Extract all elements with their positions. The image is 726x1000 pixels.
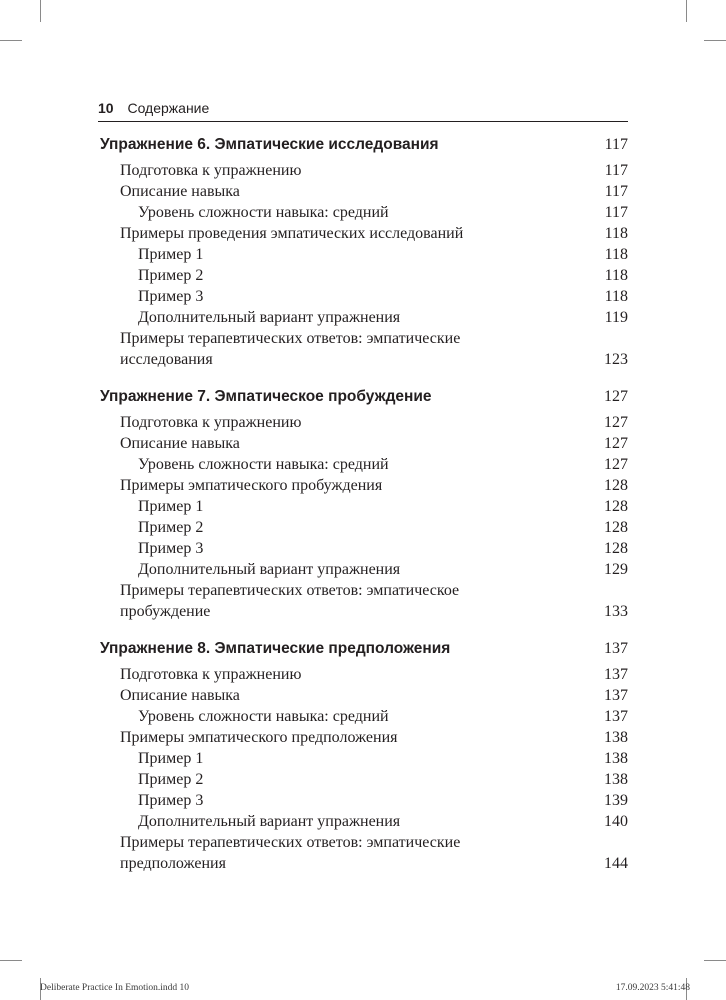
entry-title: Примеры терапевтических ответов: эмпатическое пробуждение	[120, 582, 460, 620]
entry-page-number: 127	[604, 435, 628, 452]
toc-entry[interactable]	[100, 832, 628, 874]
entry-page-number: 117	[604, 162, 628, 179]
entry-title: Примеры терапевтических ответов: эмпатические предположения	[120, 834, 461, 872]
toc-entry[interactable]	[100, 475, 628, 496]
toc-entry[interactable]	[100, 244, 628, 265]
entry-title: Уровень сложности навыка: средний	[138, 708, 389, 725]
entry-page-number: 137	[604, 666, 628, 683]
toc-entry[interactable]	[100, 265, 628, 286]
entry-page-number: 118	[604, 267, 628, 284]
toc-entry[interactable]	[100, 328, 628, 370]
entry-title: Примеры терапевтических ответов: эмпатические исследования	[120, 330, 461, 368]
entry-page-number: 138	[604, 750, 628, 767]
toc-chapter-entry[interactable]	[100, 638, 628, 660]
table-of-contents	[100, 134, 628, 890]
entry-page-number: 117	[604, 183, 628, 200]
entry-title: Пример 1	[138, 750, 204, 767]
entry-title: Примеры эмпатического предположения	[120, 729, 398, 746]
entry-title: Пример 3	[138, 288, 204, 305]
toc-entry[interactable]	[100, 538, 628, 559]
entry-title: Пример 1	[138, 498, 204, 515]
crop-mark	[0, 40, 22, 41]
toc-entry[interactable]	[100, 202, 628, 223]
toc-entry[interactable]	[100, 286, 628, 307]
toc-entry[interactable]	[100, 727, 628, 748]
entry-page-number: 144	[604, 855, 628, 872]
toc-entry[interactable]	[100, 664, 628, 685]
toc-entry[interactable]	[100, 181, 628, 202]
entry-title: Уровень сложности навыка: средний	[138, 456, 389, 473]
entry-title: Пример 2	[138, 519, 204, 536]
entry-page-number: 127	[604, 456, 628, 473]
chapter-title: Упражнение 7. Эмпатическое пробуждение	[100, 388, 432, 405]
entry-title: Примеры эмпатического пробуждения	[120, 477, 383, 494]
running-title: Содержание	[127, 100, 210, 116]
toc-entry[interactable]	[100, 454, 628, 475]
header-rule	[98, 121, 628, 122]
toc-entry[interactable]	[100, 769, 628, 790]
chapter-page-number: 137	[604, 640, 628, 657]
entry-title: Пример 2	[138, 267, 204, 284]
entry-title: Подготовка к упражнению	[120, 666, 302, 683]
entry-page-number: 128	[604, 477, 628, 494]
entry-page-number: 129	[604, 561, 628, 578]
entry-title: Подготовка к упражнению	[120, 414, 302, 431]
entry-title: Уровень сложности навыка: средний	[138, 204, 389, 221]
toc-entry[interactable]	[100, 517, 628, 538]
entry-title: Подготовка к упражнению	[120, 162, 302, 179]
toc-entry[interactable]	[100, 433, 628, 454]
entry-page-number: 138	[604, 771, 628, 788]
toc-entry[interactable]	[100, 160, 628, 181]
entry-page-number: 138	[604, 729, 628, 746]
entry-page-number: 139	[604, 792, 628, 809]
entry-page-number: 118	[604, 246, 628, 263]
toc-section	[100, 638, 628, 874]
entry-page-number: 127	[604, 414, 628, 431]
chapter-title: Упражнение 8. Эмпатические предположения	[100, 640, 451, 657]
footer-file-info: Deliberate Practice In Emotion.indd 10	[40, 983, 190, 993]
toc-entry[interactable]	[100, 685, 628, 706]
crop-mark	[704, 960, 726, 961]
toc-section	[100, 386, 628, 622]
toc-chapter-entry[interactable]	[100, 134, 628, 156]
toc-entry[interactable]	[100, 811, 628, 832]
toc-chapter-entry[interactable]	[100, 386, 628, 408]
toc-section	[100, 134, 628, 370]
toc-entry[interactable]	[100, 223, 628, 244]
crop-mark	[704, 40, 726, 41]
toc-entry[interactable]	[100, 496, 628, 517]
entry-title: Примеры проведения эмпатических исследований	[120, 225, 464, 242]
running-header	[98, 100, 628, 116]
entry-title: Пример 3	[138, 792, 204, 809]
entry-page-number: 140	[604, 813, 628, 830]
chapter-page-number: 127	[604, 388, 628, 405]
entry-page-number: 118	[604, 288, 628, 305]
entry-page-number: 137	[604, 687, 628, 704]
entry-page-number: 118	[604, 225, 628, 242]
chapter-page-number: 117	[604, 136, 628, 153]
entry-title: Дополнительный вариант упражнения	[138, 813, 401, 830]
toc-entry[interactable]	[100, 748, 628, 769]
crop-mark	[40, 0, 41, 22]
toc-entry[interactable]	[100, 307, 628, 328]
entry-page-number: 119	[604, 309, 628, 326]
entry-page-number: 123	[604, 351, 628, 368]
entry-page-number: 133	[604, 603, 628, 620]
entry-title: Описание навыка	[120, 687, 240, 704]
chapter-title: Упражнение 6. Эмпатические исследования	[100, 136, 439, 153]
entry-title: Дополнительный вариант упражнения	[138, 309, 401, 326]
entry-title: Пример 3	[138, 540, 204, 557]
entry-title: Описание навыка	[120, 183, 240, 200]
entry-title: Пример 1	[138, 246, 204, 263]
entry-page-number: 137	[604, 708, 628, 725]
entry-page-number: 128	[604, 519, 628, 536]
entry-page-number: 128	[604, 540, 628, 557]
entry-title: Дополнительный вариант упражнения	[138, 561, 401, 578]
toc-entry[interactable]	[100, 706, 628, 727]
toc-entry[interactable]	[100, 580, 628, 622]
toc-entry[interactable]	[100, 559, 628, 580]
entry-page-number: 117	[604, 204, 628, 221]
toc-entry[interactable]	[100, 412, 628, 433]
entry-title: Пример 2	[138, 771, 204, 788]
page-number: 10	[98, 100, 114, 116]
entry-title: Описание навыка	[120, 435, 240, 452]
crop-mark	[0, 960, 22, 961]
crop-mark	[686, 0, 687, 22]
entry-page-number: 128	[604, 498, 628, 515]
toc-entry[interactable]	[100, 790, 628, 811]
footer-timestamp: 17.09.2023 5:41:48	[615, 983, 690, 993]
